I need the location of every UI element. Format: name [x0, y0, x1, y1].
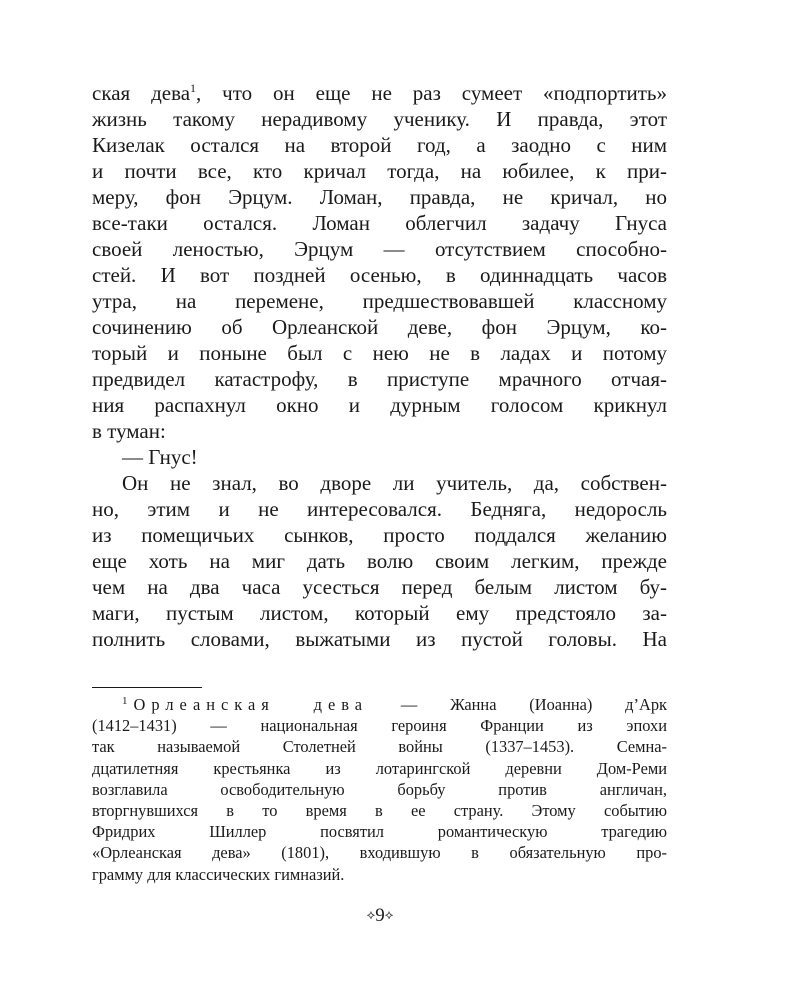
page-number	[340, 903, 420, 928]
footnote-line: дцатилетняя крестьянка из лотарингской деревни Дом-Реми	[92, 758, 667, 778]
footnote-term: Орлеанская дева	[133, 695, 369, 714]
footnote-line: грамму для классических гимназий.	[92, 864, 345, 884]
footnote-line: возглавила освободительную борьбу против англичан,	[92, 779, 667, 799]
text-line: и почти все, кто кричал тогда, на юбилее, к при-	[92, 159, 667, 183]
dialogue-line: — Гнус!	[122, 445, 198, 469]
text-line: в туман:	[92, 419, 166, 443]
footnote-line: вторгнувшихся в то время в ее страну. Этому событию	[92, 800, 667, 820]
text-line: торый и поныне был с нею не в ладах и потому	[92, 341, 667, 365]
text-line: стей. И вот поздней осенью, в одиннадцать часов	[92, 263, 667, 287]
text-line: своей леностью, Эрцум — отсутствием способно-	[92, 237, 667, 261]
footnote-reference[interactable]: 1	[190, 81, 197, 95]
text-line: меру, фон Эрцум. Ломан, правда, не кричал, но	[92, 185, 667, 209]
footnote-line: $^1$ Орлеанская дева — Жанна (Иоанна) д’Арк	[122, 695, 667, 714]
footnote-line: (1412–1431) — национальная героиня Франции из эпохи	[92, 716, 667, 736]
text-line: еще хоть на миг дать волю своим легким, прежде	[92, 549, 667, 573]
left-ornament-icon: ⟡	[366, 907, 376, 922]
text-line: предвидел катастрофу, в приступе мрачного отчая-	[92, 367, 667, 391]
text-line: сочинению об Орлеанской деве, фон Эрцум, ко-	[92, 315, 667, 339]
text-line: полнить словами, выжатыми из пустой головы. На	[92, 627, 667, 651]
page-number-value: 9	[375, 905, 385, 926]
text-line: но, этим и не интересовался. Бедняга, недоросль	[92, 497, 667, 521]
text-line: утра, на перемене, предшествовавшей классному	[92, 289, 667, 313]
text-line: маги, пустым листом, который ему предстояло за-	[92, 601, 667, 625]
main-text	[92, 80, 667, 652]
footnote-line: так называемой Столетней войны (1337–1453). Семна-	[92, 737, 667, 757]
footnote-divider	[92, 687, 202, 688]
text-line: Кизелак остался на второй год, а заодно с ним	[92, 133, 667, 157]
text-line: ния распахнул окно и дурным голосом крикнул	[92, 393, 667, 417]
footnote-number: 1	[122, 695, 128, 707]
text-line: Он не знал, во дворе ли учитель, да, собствен-	[122, 471, 667, 495]
text-line: ская дева$^1$, что он еще не раз сумеет «подпортить»	[92, 81, 668, 105]
text-line: чем на два часа усесться перед белым листом бу-	[92, 575, 667, 599]
text-line: из помещичьих сынков, просто поддался желанию	[92, 523, 667, 547]
footnote-line: «Орлеанская дева» (1801), входившую в обязательную про-	[92, 843, 667, 863]
footnote	[92, 694, 667, 885]
text-line: все-таки остался. Ломан облегчил задачу Гнуса	[92, 211, 667, 235]
footnote-line: Фридрих Шиллер посвятил романтическую трагедию	[92, 822, 667, 842]
text-line: жизнь такому нерадивому ученику. И правда, этот	[92, 107, 667, 131]
right-ornament-icon: ⟡	[384, 907, 394, 922]
